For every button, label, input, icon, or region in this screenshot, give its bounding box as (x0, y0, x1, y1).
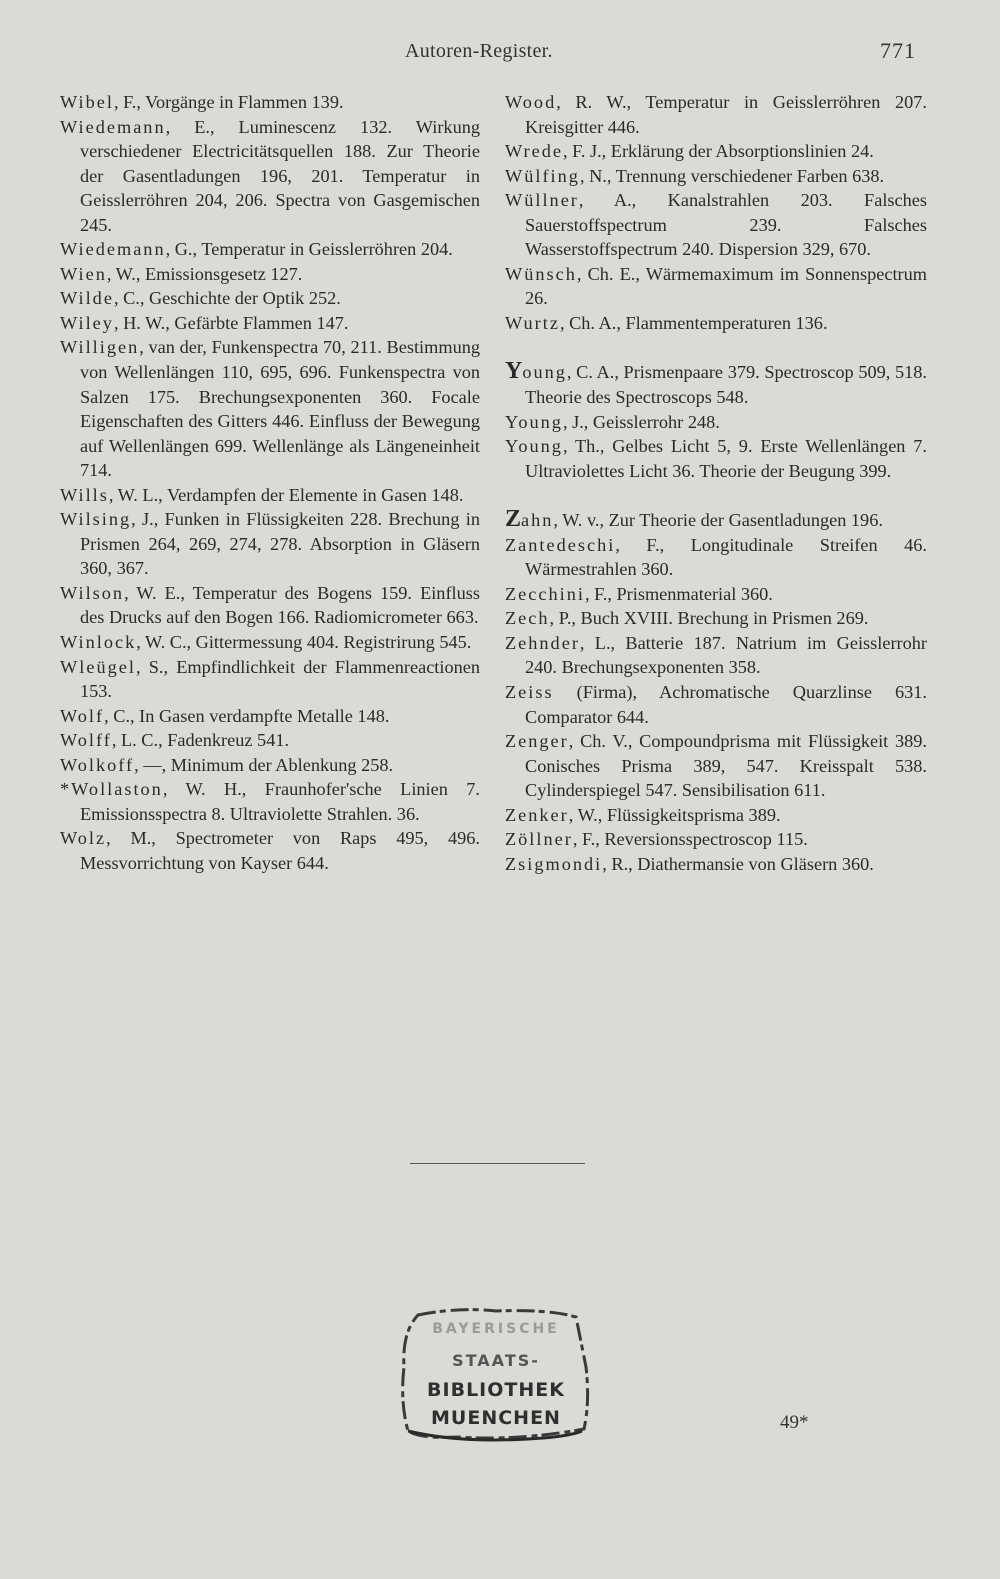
entry-references: , R. W., Temperatur in Geisslerröhren 207. Kreisgitter 446. (525, 92, 927, 137)
entry-references: , F., Vorgänge in Flammen 139. (113, 92, 344, 112)
author-name: Wüllner (505, 190, 579, 211)
author-name: Wilsing (60, 509, 132, 530)
author-name: Wolff (60, 730, 112, 751)
signature-mark: 49* (780, 1412, 809, 1433)
index-entry (60, 581, 480, 630)
author-name: Zecchini (505, 583, 585, 604)
index-entry (505, 311, 927, 336)
author-name: Zeiss (505, 682, 554, 703)
author-name: Zsigmondi (505, 853, 603, 874)
entry-references: , P., Buch XVIII. Brechung in Prismen 269. (549, 608, 869, 629)
entry-references: , J., Funken in Flüssigkeiten 228. Brechung in Prismen 264, 269, 274, 278. Absorption in Gläsern 360, 367. (80, 509, 480, 579)
index-entry (60, 777, 480, 826)
author-name: Wiley (60, 312, 114, 333)
index-entry (505, 852, 927, 877)
index-entry (505, 827, 927, 852)
entry-references: , W. L., Verdampfen der Elemente in Gasen 148. (108, 484, 464, 505)
author-name: Wolkoff (60, 754, 135, 775)
index-entry (60, 335, 480, 482)
running-head (0, 38, 1000, 68)
author-name: Winlock (60, 632, 137, 653)
index-entry (60, 286, 480, 311)
running-title: Autoren-Register. (405, 40, 553, 62)
index-entry (60, 237, 480, 262)
author-name: Wülfing (505, 165, 580, 186)
entry-references: , W., Emissionsgesetz 127. (106, 263, 303, 284)
index-entry (505, 410, 927, 435)
author-name: Wood (505, 92, 557, 112)
index-entry (505, 533, 927, 582)
index-entry (60, 630, 480, 655)
entry-references: , F., Prismenmaterial 360. (584, 583, 773, 604)
author-name: Wilson (60, 582, 125, 603)
entry-references: , R., Diathermansie von Gläsern 360. (602, 853, 874, 874)
index-entry (60, 115, 480, 238)
index-entry (505, 434, 927, 483)
author-name: Wrede (505, 141, 563, 162)
index-entry (60, 507, 480, 581)
index-entry (505, 631, 927, 680)
author-name: Wiedemann (60, 239, 166, 260)
section-initial: Z (505, 506, 522, 533)
entry-references: , L. C., Fadenkreuz 541. (111, 730, 290, 751)
stamp-line-3: BIBLIOTHEK (427, 1379, 565, 1401)
entry-references: , F., Longitudinale Streifen 46. Wärmestrahlen 360. (525, 534, 927, 580)
author-name: Wills (60, 484, 109, 505)
entry-references: , C. A., Prismenpaare 379. Spectroscop 509, 518. Theorie des Spectroscops 548. (525, 362, 927, 408)
index-entry (505, 359, 927, 409)
author-name: Young (505, 411, 563, 432)
author-name: Young (505, 436, 563, 457)
entry-references: , Th., Gelbes Licht 5, 9. Erste Wellenlängen 7. Ultraviolettes Licht 36. Theorie der Beugung 399. (525, 436, 927, 481)
end-rule (410, 1163, 585, 1164)
author-name: Wilde (60, 288, 114, 309)
index-entry (60, 655, 480, 704)
author-name: Wleügel (60, 656, 136, 677)
author-name: Zenger (505, 731, 569, 752)
entry-references: , van der, Funkenspectra 70, 211. Bestimmung von Wellenlängen 110, 695, 696. Funkenspectra von Salzen 175. Brechungsexponenten 360. Focale Eigenschaften des Gitters 446. Einfluss der Bewegung auf Wellenlängen 699. Wellenlänge als Längeneinheit 714. (80, 337, 480, 481)
entry-references: , C., Geschichte der Optik 252. (113, 288, 341, 309)
entry-references: , —, Minimum der Ablenkung 258. (134, 754, 394, 775)
entry-references: , W. E., Temperatur des Bogens 159. Einfluss des Drucks auf den Bogen 166. Radiomicrometer 663. (80, 582, 480, 628)
entry-references: (Firma), Achromatische Quarzlinse 631. Comparator 644. (525, 682, 927, 727)
index-entry (60, 483, 480, 508)
index-entry (505, 680, 927, 729)
page-number: 771 (880, 38, 916, 63)
index-entry (505, 139, 927, 164)
author-name: Zech (505, 608, 550, 629)
section-initial: Y (505, 358, 523, 385)
stamp-line-4: MUENCHEN (431, 1407, 561, 1429)
index-entry (505, 507, 927, 533)
entry-references: , W. v., Zur Theorie der Gasentladungen 196. (553, 510, 883, 531)
entry-references: , M., Spectrometer von Raps 495, 496. Messvorrichtung von Kayser 644. (80, 828, 480, 873)
author-name: Zenker (505, 804, 569, 825)
entry-references: , C., In Gasen verdampfte Metalle 148. (104, 705, 390, 726)
author-name: ahn (521, 510, 554, 531)
entry-references: , E., Luminescenz 132. Wirkung verschiedener Electricitätsquellen 188. Zur Theorie der Gasentladungen 196, 201. Temperatur in Geisslerröhren 204, 206. Spectra von Gasgemischen 245. (80, 116, 480, 235)
index-entry (505, 729, 927, 803)
author-name: Wibel (60, 92, 114, 112)
author-name: Zöllner (505, 829, 573, 850)
entry-references: , F., Reversionsspectroscop 115. (572, 829, 808, 850)
author-name: Zantedeschi (505, 534, 616, 555)
entry-references: , A., Kanalstrahlen 203. Falsches Sauerstoffspectrum 239. Falsches Wasserstoffspectrum 240. Dispersion 329, 670. (525, 190, 927, 260)
index-entry (60, 728, 480, 753)
section-gap (505, 335, 927, 359)
entry-references: , W., Flüssigkeitsprisma 389. (568, 804, 781, 825)
index-entry (505, 164, 927, 189)
author-name: *Wollaston (60, 779, 163, 800)
index-entry (60, 90, 480, 115)
author-name: oung (522, 362, 567, 383)
author-name: Wolz (60, 828, 107, 849)
library-stamp (398, 1307, 594, 1443)
author-name: Zehnder (505, 632, 580, 653)
entry-references: , S., Empfindlichkeit der Flammenreactionen 153. (80, 656, 480, 702)
index-entry (505, 188, 927, 262)
author-name: Willigen (60, 337, 140, 358)
entry-references: , Ch. E., Wärmemaximum im Sonnenspectrum 26. (525, 263, 927, 309)
entry-references: , F. J., Erklärung der Absorptionslinien 24. (562, 141, 874, 162)
index-entry (505, 582, 927, 607)
author-name: Wiedemann (60, 116, 166, 137)
entry-references: , J., Geisslerrohr 248. (562, 411, 720, 432)
right-column (505, 90, 927, 876)
entry-references: , W. H., Fraunhofer'sche Linien 7. Emissionsspectra 8. Ultraviolette Strahlen. 36. (80, 779, 480, 824)
author-name: Wien (60, 263, 107, 284)
index-entry (60, 311, 480, 336)
index-entry (60, 704, 480, 729)
author-name: Wurtz (505, 312, 560, 333)
entry-references: , L., Batterie 187. Natrium im Geisslerrohr 240. Brechungsexponenten 358. (525, 632, 927, 678)
entry-references: , Ch. A., Flammentemperaturen 136. (559, 312, 828, 333)
index-entry (60, 826, 480, 875)
left-column (60, 90, 480, 876)
stamp-line-1: BAYERISCHE (432, 1321, 560, 1337)
stamp-line-2: STAATS- (452, 1351, 540, 1370)
index-entry (505, 90, 927, 139)
index-entry (60, 262, 480, 287)
index-entry (505, 803, 927, 828)
index-entry (60, 753, 480, 778)
entry-references: , Ch. V., Compoundprisma mit Flüssigkeit 389. Conisches Prisma 389, 547. Kreisspalt 538. Cylinderspiegel 547. Sensibilisation 611. (525, 731, 927, 801)
index-entry (505, 262, 927, 311)
entry-references: , W. C., Gittermessung 404. Registrirung 545. (136, 632, 472, 653)
section-gap (505, 483, 927, 507)
entry-references: , N., Trennung verschiedener Farben 638. (579, 165, 885, 186)
author-name: Wünsch (505, 263, 577, 284)
index-entry (505, 606, 927, 631)
entry-references: , H. W., Gefärbte Flammen 147. (113, 312, 349, 333)
author-name: Wolf (60, 705, 105, 726)
entry-references: , G., Temperatur in Geisslerröhren 204. (165, 239, 453, 260)
